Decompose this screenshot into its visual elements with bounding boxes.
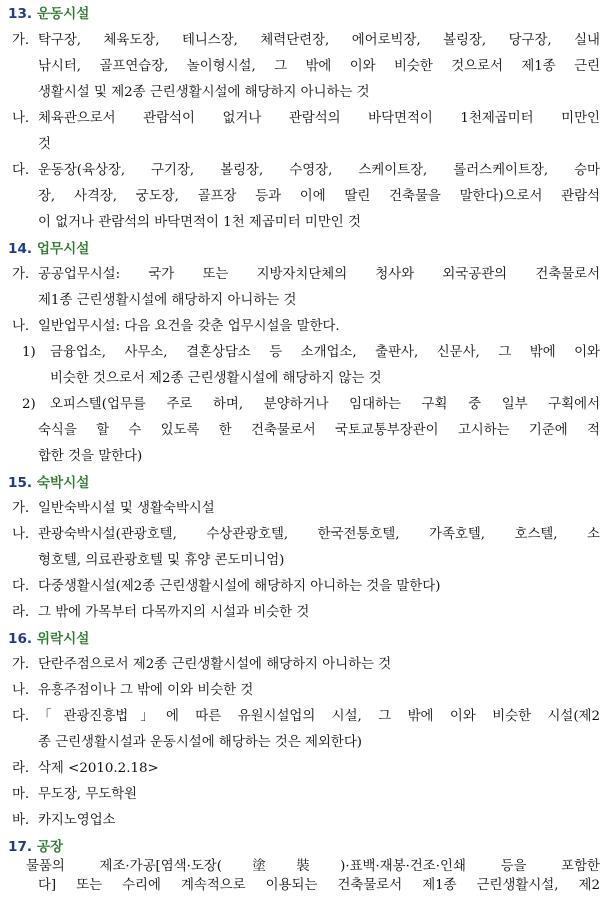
item-marker: 다. (12, 579, 30, 594)
item-line: 제1종 근린생활시설에 해당하지 아니하는 것 (38, 293, 297, 308)
item-marker: 가. (12, 501, 30, 516)
item-marker: 바. (12, 813, 30, 828)
item-marker: 나. (12, 111, 30, 126)
item-line: 다] 또는 수리에 계속적으로 이용되는 건축물로서 제1종 근린생활시설, 제2 (38, 878, 600, 893)
item-line: 낚시터, 골프연습장, 놀이형시설, 그 밖에 이와 비슷한 것으로서 제1종 근린 (38, 59, 600, 74)
item-line: 탁구장, 체육도장, 테니스장, 체력단련장, 에어로빅장, 볼링장, 당구장, 실내 (38, 33, 600, 48)
item-line: 단란주점으로서 제2종 근린생활시설에 해당하지 아니하는 것 (38, 657, 392, 672)
item-marker: 가. (12, 267, 30, 282)
item-line: 오피스텔(업무를 주로 하며, 분양하거나 임대하는 구획 중 일부 구획에서 (50, 397, 600, 412)
item-marker: 1) (22, 345, 36, 360)
item-marker: 다. (12, 163, 30, 178)
item-marker: 나. (12, 527, 30, 542)
item-line: 합한 것을 말한다) (38, 449, 143, 464)
item-marker: 가. (12, 33, 30, 48)
item-line: 생활시설 및 제2종 근린생활시설에 해당하지 아니하는 것 (38, 85, 370, 100)
item-line: 종 근린생활시설과 운동시설에 해당하는 것은 제외한다) (38, 735, 363, 750)
item-line: 「관광진흥법」에 따른 유원시설업의 시설, 그 밖에 이와 비슷한 시설(제2 (38, 709, 600, 724)
item-line: 관광숙박시설(관광호텔, 수상관광호텔, 한국전통호텔, 가족호텔, 호스텔, 소 (38, 527, 600, 542)
item-marker: 라. (12, 605, 30, 620)
item-line: 공공업무시설: 국가 또는 지방자치단체의 청사와 외국공관의 건축물로서 (38, 267, 600, 282)
item-line: 카지노영업소 (38, 813, 116, 828)
section-heading: 14. 업무시설 (8, 241, 90, 257)
item-marker: 나. (12, 683, 30, 698)
item-line: 장, 사격장, 궁도장, 골프장 등과 이에 딸린 건축물을 말한다)으로서 관람석 (38, 189, 600, 204)
item-line: 물품의 제조·가공[염색·도장(塗裝)·표백·재봉·건조·인쇄 등을 포함한 (26, 859, 600, 874)
section-heading: 13. 운동시설 (8, 6, 90, 22)
item-line: 이 없거나 관람석의 바닥면적이 1천 제곱미터 미만인 것 (38, 215, 361, 230)
item-marker: 다. (12, 709, 30, 724)
item-marker: 나. (12, 319, 30, 334)
section-heading: 17. 공장 (8, 839, 64, 855)
item-line: 운동장(육상장, 구기장, 볼링장, 수영장, 스케이트장, 롤러스케이트장, 승마 (38, 163, 600, 178)
item-line: 체육관으로서 관람석이 없거나 관람석의 바닥면적이 1천제곱미터 미만인 (38, 111, 600, 126)
item-line: 비슷한 것으로서 제2종 근린생활시설에 해당하지 않는 것 (50, 371, 382, 386)
item-line: 삭제 <2010.2.18> (38, 761, 159, 776)
item-marker: 마. (12, 787, 30, 802)
item-marker: 2) (22, 397, 36, 412)
item-line: 형호텔, 의료관광호텔 및 휴양 콘도미니엄) (38, 553, 285, 568)
section-heading: 15. 숙박시설 (8, 475, 90, 491)
item-line: 금융업소, 사무소, 결혼상담소 등 소개업소, 출판사, 신문사, 그 밖에 이와 (50, 345, 600, 360)
item-line: 다중생활시설(제2종 근린생활시설에 해당하지 아니하는 것을 말한다) (38, 579, 441, 594)
item-line: 일반숙박시설 및 생활숙박시설 (38, 501, 215, 516)
item-marker: 가. (12, 657, 30, 672)
item-marker: 라. (12, 761, 30, 776)
section-heading: 16. 위락시설 (8, 631, 90, 647)
item-line: 무도장, 무도학원 (38, 787, 138, 802)
item-line: 그 밖에 가목부터 다목까지의 시설과 비슷한 것 (38, 605, 310, 620)
item-line: 일반업무시설: 다음 요건을 갖춘 업무시설을 말한다. (38, 319, 340, 334)
item-line: 유흥주점이나 그 밖에 이와 비슷한 것 (38, 683, 254, 698)
item-line: 숙식을 할 수 있도록 한 건축물로서 국토교통부장관이 고시하는 기준에 적 (38, 423, 600, 438)
item-line: 것 (38, 137, 51, 152)
